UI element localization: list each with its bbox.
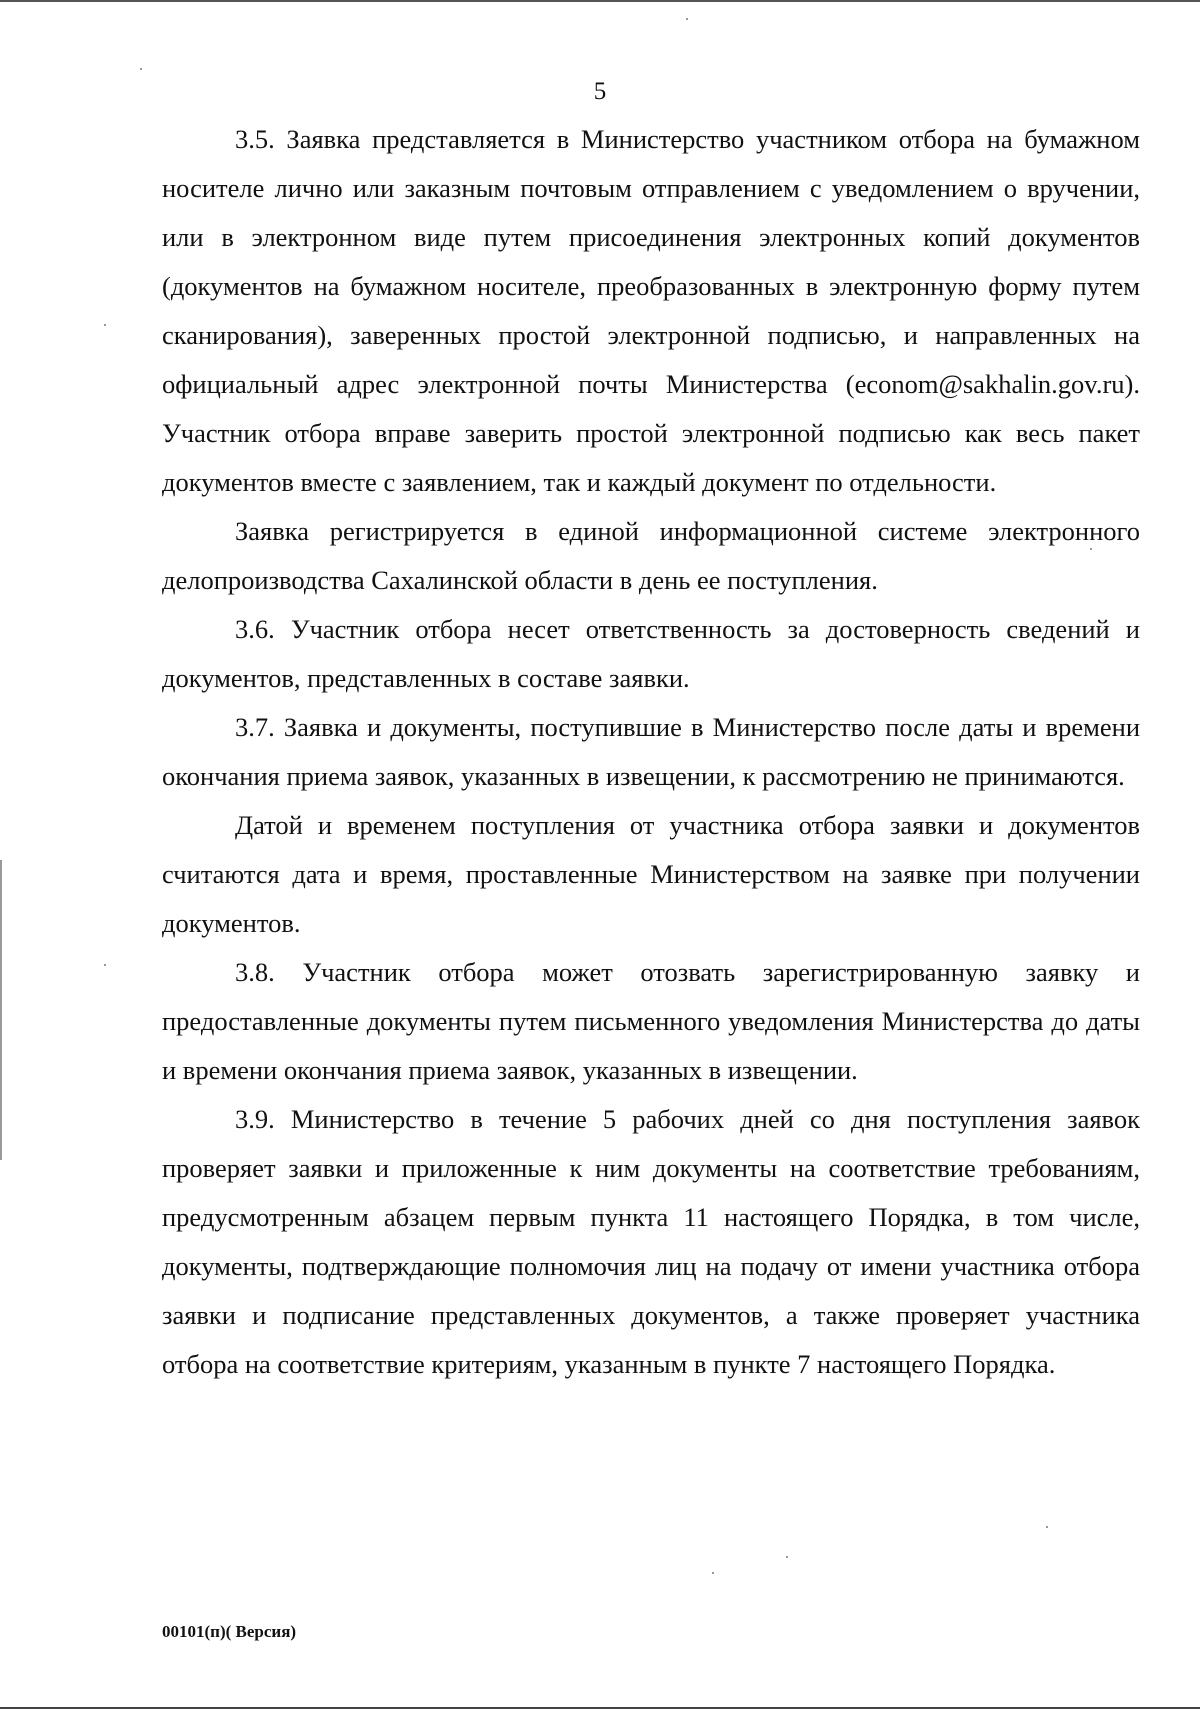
- scan-speck: [712, 1572, 714, 1574]
- paragraph-3-7: 3.7. Заявка и документы, поступившие в Министерство после даты и времени окончания приема заявок, указанных в извещении, к рассмотрению не принимаются.: [162, 712, 1140, 791]
- scan-edge-left: [0, 860, 2, 1160]
- scan-speck: [104, 324, 106, 326]
- scan-speck: [104, 964, 106, 966]
- scan-speck: [686, 18, 688, 20]
- paragraph-receipt-date: Датой и временем поступления от участника отбора заявки и документов считаются дата и время, проставленные Министерством на заявке при получении документов.: [162, 810, 1140, 938]
- page-number: 5: [593, 78, 607, 105]
- scan-speck: [1046, 1526, 1048, 1528]
- scan-speck: [140, 68, 142, 70]
- paragraph-3-6: 3.6. Участник отбора несет ответственность за достоверность сведений и документов, представленных в составе заявки.: [162, 614, 1140, 693]
- paragraph-3-8: 3.8. Участник отбора может отозвать зарегистрированную заявку и предоставленные документы путем письменного уведомления Министерства до даты и времени окончания приема заявок, указанных в извещении.: [162, 957, 1140, 1085]
- paragraph-registration: Заявка регистрируется в единой информационной системе электронного делопроизводства Сахалинской области в день ее поступления.: [162, 516, 1140, 595]
- scan-speck: [786, 1556, 788, 1558]
- paragraph-3-9: 3.9. Министерство в течение 5 рабочих дней со дня поступления заявок проверяет заявки и приложенные к ним документы на соответствие требованиям, предусмотренным абзацем первым пункта 11 настоящего Порядка, в том числе, документы, подтверждающие полномочия лиц на подачу от имени участника отбора заявки и подписание представленных документов, а также проверяет участника отбора на соответствие критериям, указанным в пункте 7 настоящего Порядка.: [162, 1104, 1140, 1379]
- document-footer-code: 00101(п)( Версия): [162, 1622, 297, 1641]
- document-body: [162, 115, 1140, 1389]
- scan-edge-top: [0, 0, 1200, 2]
- paragraph-3-5: 3.5. Заявка представляется в Министерство участником отбора на бумажном носителе лично или заказным почтовым отправлением с уведомлением о вручении, или в электронном виде путем присоединения электронных копий документов (документов на бумажном носителе, преобразованных в электронную форму путем сканирования), заверенных простой электронной подписью, и направленных на официальный адрес электронной почты Министерства (econom@sakhalin.gov.ru). Участник отбора вправе заверить простой электронной подписью как весь пакет документов вместе с заявлением, так и каждый документ по отдельности.: [162, 124, 1140, 497]
